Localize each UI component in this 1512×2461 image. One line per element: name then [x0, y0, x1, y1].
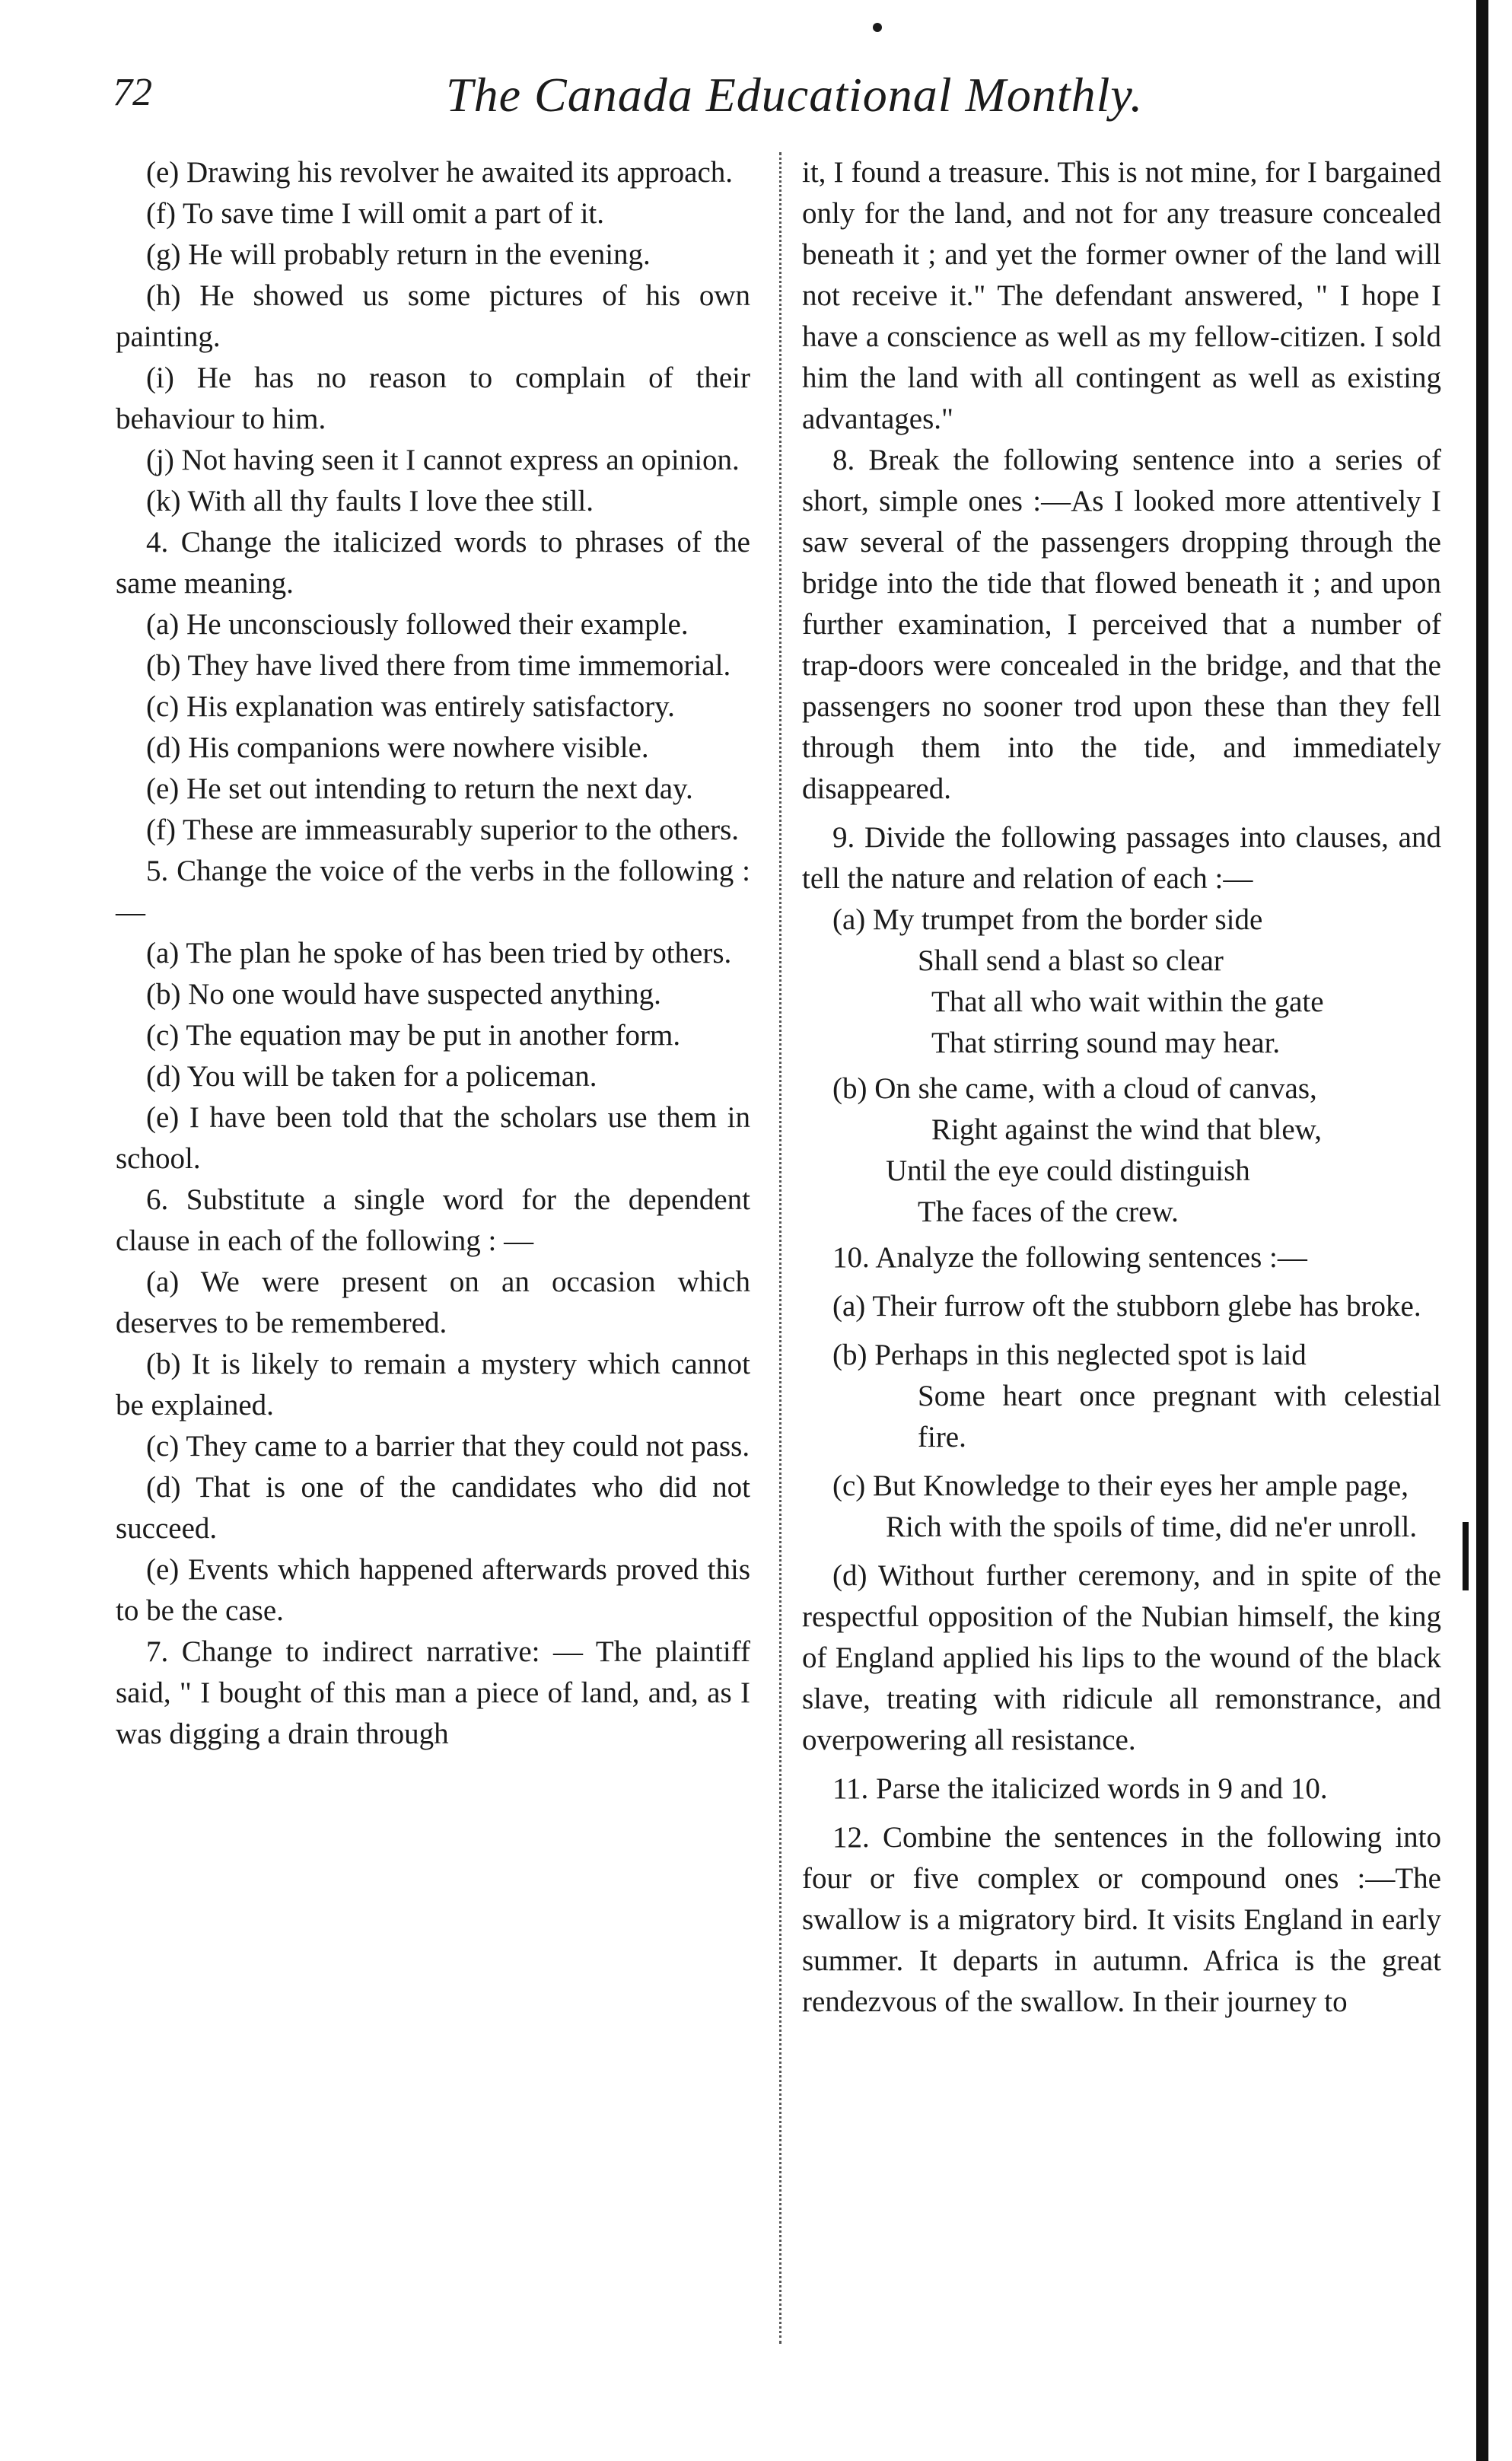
- exercise-item: (d) Without further ceremony, and in spite of the respectful opposition of the Nubian himself, the king of England applied his lips to the wound of the black slave, treating with ridicule all remonstrance, and overpowering all resistance.: [802, 1559, 1441, 1756]
- exercise-item: (b) Perhaps in this neglected spot is laid: [832, 1339, 1307, 1371]
- exercise-item: (a) He unconsciously followed their example.: [146, 608, 689, 641]
- exercise-item: (a) We were present on an occasion which deserves to be remembered.: [116, 1266, 750, 1339]
- exercise-item: (a) The plan he spoke of has been tried by others.: [146, 937, 732, 969]
- exercise-item: (d) You will be taken for a policeman.: [146, 1060, 597, 1093]
- column-divider: [779, 152, 783, 2344]
- exercise-item: (c) The equation may be put in another form.: [146, 1019, 681, 1052]
- poem-line: (a) My trumpet from the border side: [832, 903, 1263, 936]
- exercise-item: (d) His companions were nowhere visible.: [146, 731, 649, 764]
- page-edge-shadow: [1476, 0, 1488, 2461]
- question-7: 7. Change to indirect narrative: — The plaintiff said, " I bought of this man a piece of land, and, as I was digging a drain through: [116, 1635, 750, 1750]
- question-9: 9. Divide the following passages into clauses, and tell the nature and relation of each :—: [802, 821, 1441, 895]
- exercise-item: (f) These are immeasurably superior to the others.: [146, 813, 740, 846]
- exercise-item: (c) His explanation was entirely satisfactory.: [146, 690, 675, 723]
- exercise-item: (k) With all thy faults I love thee still.: [146, 485, 594, 517]
- exercise-item: (d) That is one of the candidates who did not succeed.: [116, 1471, 750, 1545]
- poem-line: Shall send a blast so clear: [918, 944, 1224, 977]
- exercise-item: (b) They have lived there from time immemorial.: [146, 649, 731, 682]
- question-4: 4. Change the italicized words to phrases of the same meaning.: [116, 526, 750, 600]
- exercise-item: (e) Drawing his revolver he awaited its approach.: [146, 156, 734, 189]
- exercise-item: (a) Their furrow oft the stubborn glebe has broke.: [832, 1290, 1421, 1323]
- exercise-item: (f) To save time I will omit a part of it.: [146, 197, 604, 230]
- left-column: [116, 152, 750, 1755]
- poem-line: Right against the wind that blew,: [931, 1113, 1323, 1146]
- question-5: 5. Change the voice of the verbs in the following :—: [116, 855, 750, 928]
- page-number: 72: [113, 71, 152, 114]
- question-7-continuation: it, I found a treasure. This is not mine, for I bargained only for the land, and not for any treasure concealed beneath it ; and yet the former owner of the land will not receive it." The defendant answered, " I hope I have a conscience as well as my fellow-citizen. I sold him the land with all contingent as well as existing advantages.": [802, 156, 1441, 435]
- question-6: 6. Substitute a single word for the dependent clause in each of the following : —: [116, 1183, 750, 1257]
- exercise-item: (e) I have been told that the scholars use them in school.: [116, 1101, 750, 1175]
- exercise-item-continuation: Rich with the spoils of time, did ne'er unroll.: [886, 1511, 1418, 1543]
- poem-line: That all who wait within the gate: [931, 985, 1324, 1018]
- question-12: 12. Combine the sentences in the following into four or five complex or compound ones :—The swallow is a migratory bird. It visits England in early summer. It departs in autumn. Africa is the great rendezvous of the swallow. In their journey to: [802, 1821, 1441, 2018]
- question-8: 8. Break the following sentence into a series of short, simple ones :—As I looked more attentively I saw several of the passengers dropping through the bridge into the tide that flowed beneath it ; and upon further examination, I perceived that a number of trap-doors were concealed in the bridge, and that the passengers no sooner trod upon these than they fell through them into the tide, and immediately disappeared.: [802, 444, 1441, 805]
- exercise-item: (e) Events which happened afterwards proved this to be the case.: [116, 1553, 750, 1627]
- poem-line: That stirring sound may hear.: [931, 1027, 1281, 1059]
- page-edge-mark: [1463, 1522, 1469, 1590]
- exercise-item: (e) He set out intending to return the next day.: [146, 772, 693, 805]
- print-dot: [873, 23, 882, 32]
- poem-line: (b) On she came, with a cloud of canvas,: [832, 1072, 1317, 1105]
- exercise-item: (b) No one would have suspected anything.: [146, 978, 661, 1011]
- exercise-item: (c) But Knowledge to their eyes her ample page,: [832, 1469, 1409, 1502]
- running-head: The Canada Educational Monthly.: [446, 68, 1144, 122]
- exercise-item: (b) It is likely to remain a mystery which cannot be explained.: [116, 1348, 750, 1422]
- exercise-item: (i) He has no reason to complain of their behaviour to him.: [116, 361, 750, 435]
- exercise-item: (j) Not having seen it I cannot express an opinion.: [146, 444, 740, 476]
- exercise-item: (g) He will probably return in the evening.: [146, 238, 651, 271]
- right-column: [802, 152, 1441, 2023]
- question-11: 11. Parse the italicized words in 9 and 10.: [832, 1772, 1328, 1805]
- exercise-item-continuation: Some heart once pregnant with celestial fire.: [918, 1380, 1441, 1453]
- exercise-item: (h) He showed us some pictures of his own painting.: [116, 279, 750, 353]
- poem-line: The faces of the crew.: [918, 1195, 1179, 1228]
- question-10: 10. Analyze the following sentences :—: [832, 1241, 1307, 1274]
- exercise-item: (c) They came to a barrier that they could not pass.: [146, 1430, 750, 1463]
- poem-b: [802, 1068, 1441, 1233]
- poem-a: [802, 899, 1441, 1064]
- poem-line: Until the eye could distinguish: [886, 1154, 1250, 1187]
